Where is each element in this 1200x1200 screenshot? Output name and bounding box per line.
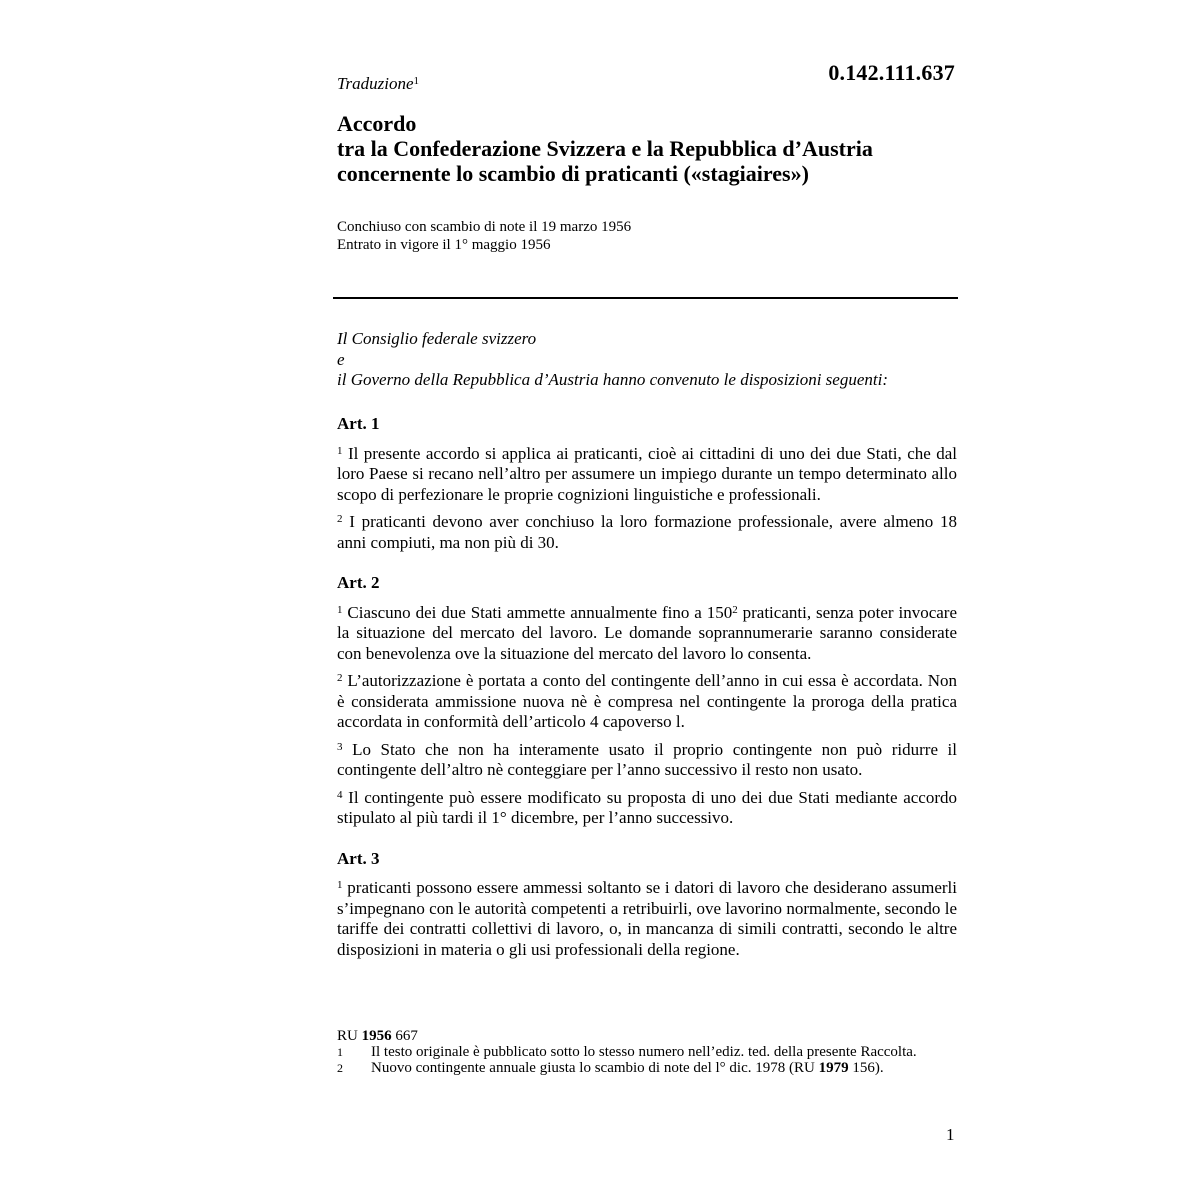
- paragraph-text: Ciascuno dei due Stati ammette annualmente fino a 150: [347, 602, 733, 622]
- paragraph-number: 2: [337, 513, 343, 525]
- footnote-ref-1[interactable]: 1: [413, 75, 420, 87]
- paragraph-number: 1: [337, 879, 343, 891]
- footnote-text: [371, 1060, 957, 1076]
- footnote-number: 2: [337, 1061, 343, 1075]
- ru-reference: [337, 1028, 957, 1044]
- article-paragraph: [337, 878, 957, 960]
- ru-page: 667: [395, 1028, 418, 1044]
- article-paragraph: [337, 512, 957, 553]
- article-heading: Art. 3: [337, 848, 380, 868]
- paragraph-number: 3: [337, 740, 343, 753]
- sr-number: 0.142.111.637: [828, 60, 955, 85]
- paragraph-number: 2: [337, 672, 343, 684]
- title-line-1: Accordo: [337, 111, 417, 136]
- article-paragraph: [337, 603, 957, 665]
- footnote-text-part: Nuovo contingente annuale giusta lo scambio di note del l° dic. 1978 (RU: [371, 1060, 819, 1076]
- article-heading: Art. 1: [337, 414, 380, 433]
- ru-year: 1956: [361, 1028, 392, 1044]
- document-meta: [337, 218, 957, 254]
- article-paragraph: [337, 740, 957, 781]
- footnotes: [337, 1028, 957, 1076]
- translation-label: [337, 74, 419, 94]
- translation-text: Traduzione: [337, 74, 414, 93]
- title-line-3: concernente lo scambio di praticanti («stagiaires»): [337, 161, 809, 186]
- paragraph-text: Il contingente può essere modificato su proposta di uno dei due Stati mediante accordo stipulato al più tardi il 1° dicembre, per l’anno successivo.: [337, 787, 957, 827]
- paragraph-number: 1: [337, 603, 343, 616]
- ru-prefix: RU: [337, 1028, 358, 1044]
- articles: [337, 414, 957, 967]
- page-number: 1: [946, 1125, 955, 1144]
- paragraph-number: 4: [337, 788, 343, 801]
- preamble-line-1: Il Consiglio federale svizzero: [337, 329, 537, 348]
- paragraph-text: Lo Stato che non ha interamente usato il proprio contingente non può ridurre il contingente dell’altro nè conteggiare per l’anno successivo il resto non usato.: [337, 739, 958, 779]
- paragraph-text: L’autorizzazione è portata a conto del contingente dell’anno in cui essa è accordata. Non è considerata ammissione nuova nè è compresa nel contingente la proroga della pratica accordata in conformità dell’articolo 4 capoverso l.: [337, 671, 958, 731]
- header-divider: [333, 297, 958, 299]
- paragraph-text: Il presente accordo si applica ai praticanti, cioè ai cittadini di uno dei due Stati, che dal loro Paese si recano nell’altro per assumere un impiego durante un tempo determinato allo scopo di perfezionare le proprie cognizioni linguistiche e professionali.: [337, 443, 957, 504]
- footnote-number: 1: [337, 1045, 343, 1059]
- title-line-2: tra la Confederazione Svizzera e la Repubblica d’Austria: [337, 136, 873, 161]
- article-paragraph: [337, 671, 957, 733]
- footnote-ref-2[interactable]: 2: [732, 603, 738, 616]
- document-title: [337, 111, 957, 186]
- paragraph-text: praticanti possono essere ammessi soltanto se i datori di lavoro che desiderano assumerli s’impegnano con le autorità competenti a retribuirli, ove lavorino normalmente, secondo le tariffe dei contratti collettivi di lavoro, o, in mancanza di simili contratti, secondo le altre disposizioni in materia o gli usi professionali della regione.: [337, 878, 957, 959]
- article-paragraph: [337, 444, 957, 506]
- footnote-text: Il testo originale è pubblicato sotto lo stesso numero nell’ediz. ted. della presente Raccolta.: [371, 1044, 917, 1060]
- concluded-date: Conchiuso con scambio di note il 19 marzo 1956: [337, 219, 632, 235]
- paragraph-number: 1: [337, 444, 343, 457]
- paragraph-text: I praticanti devono aver conchiuso la loro formazione professionale, avere almeno 18 anni compiuti, ma non più di 30.: [337, 512, 958, 552]
- preamble-line-3: il Governo della Repubblica d’Austria hanno convenuto le disposizioni seguenti:: [337, 370, 888, 389]
- footnote-2: [337, 1060, 957, 1076]
- article-paragraph: [337, 788, 957, 829]
- footnote-text-part: 156).: [848, 1060, 884, 1076]
- preamble: [337, 329, 957, 391]
- preamble-line-2: e: [337, 349, 345, 369]
- footnote-1: [337, 1044, 957, 1060]
- footnote-bold-year: 1979: [818, 1060, 849, 1076]
- article-heading: Art. 2: [337, 573, 380, 592]
- paragraph-text: praticanti, senza poter invocare la situazione del mercato del lavoro. Le domande soprannumerarie saranno considerate con benevolenza ove la situazione del mercato del lavoro lo consenta.: [337, 602, 957, 663]
- in-force-date: Entrato in vigore il 1° maggio 1956: [337, 237, 551, 253]
